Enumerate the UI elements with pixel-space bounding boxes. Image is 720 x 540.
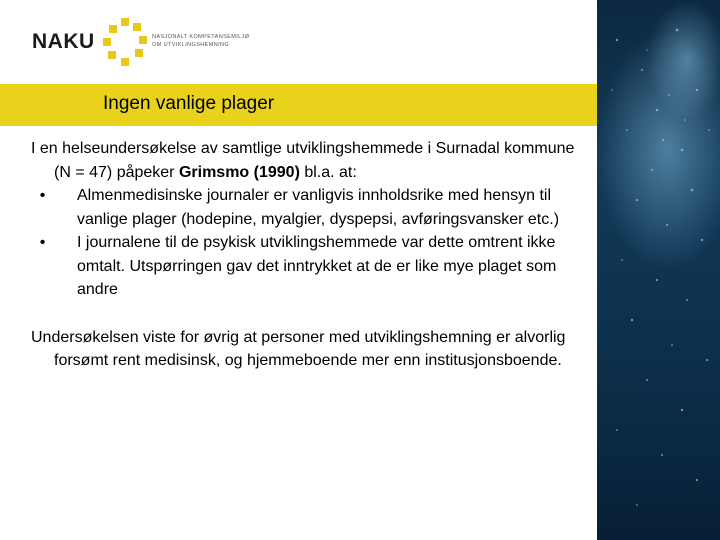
bullet-text: Almenmedisinske journaler er vanligvis innholdsrike med hensyn til vanlige plager (hodepine, myalgier, dyspepsi, avføringsvansker etc.) [77,187,560,228]
list-item [31,184,576,231]
intro-paragraph [31,137,576,184]
decorative-side-panel [597,0,720,540]
title-bar [0,84,597,126]
bullet-list [31,184,576,302]
slide-title: Ingen vanlige plager [103,93,275,114]
slide-body [31,137,576,373]
logo-subtitle [152,33,249,49]
conclusion-paragraph: Undersøkelsen viste for øvrig at personer med utviklingshemning er alvorlig forsømt rent medisinsk, og hjemmeboende mer enn institusjonsboende. [31,328,566,369]
list-item [31,231,576,302]
intro-text-end: bl.a. at: [299,163,357,181]
bullet-text: I journalene til de psykisk utviklingshemmede var dette omtrent ikke omtalt. Utspørringen gav det inntrykket at de er like mye plaget som andre [77,234,557,298]
intro-citation: Grimsmo (1990) [178,163,300,181]
intro-text: I en helseundersøkelse av samtlige utviklingshemmede i Surnadal kommune (N = 47) påpeker [31,140,575,181]
naku-logo [30,14,260,74]
logo-wordmark: NAKU [32,30,95,53]
bubbles-image [597,0,720,540]
bullet-icon: • [39,234,46,251]
logo-subtitle-line2: OM UTVIKLINGSHEMNING [152,42,230,48]
bullet-icon: • [39,187,46,204]
naku-sun-logo-icon [102,16,150,72]
logo-subtitle-line1: NASJONALT KOMPETANSEMILJØ [152,34,250,40]
